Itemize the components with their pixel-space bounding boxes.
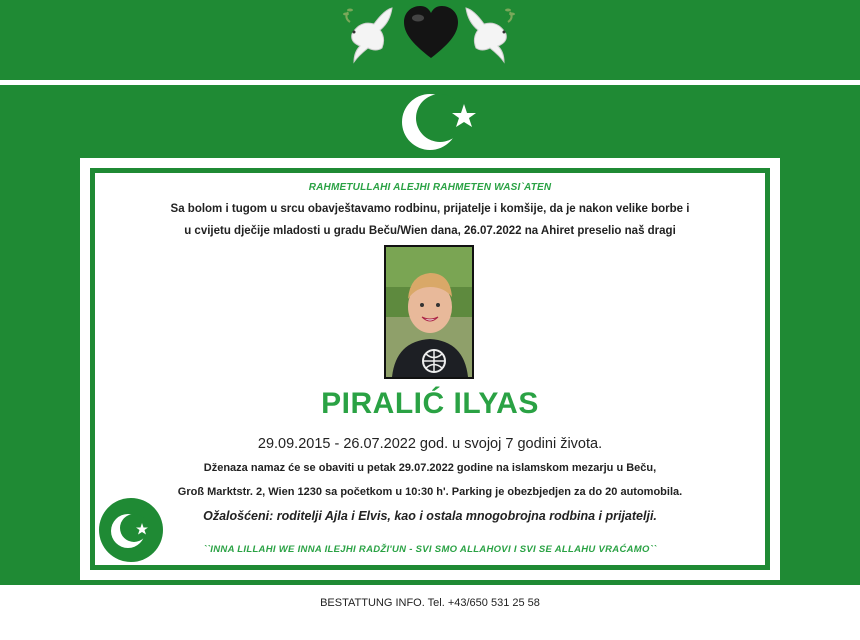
funeral-info-line-1: Dženaza namaz će se obaviti u petak 29.07.2022 godine na islamskom mezarju u Beču, [203, 462, 657, 474]
intro-line-2: u cvijetu dječije mladosti u gradu Beču/Wien dana, 26.07.2022 na Ahiret preselio naš dragi [184, 225, 676, 237]
life-dates: 29.09.2015 - 26.07.2022 god. u svojoj 7 godini života. [257, 436, 603, 452]
crescent-star-icon [398, 88, 484, 158]
funeral-info-line-2: Groß Marktstr. 2, Wien 1230 sa početkom u 10:30 h'. Parking je obezbjedjen za do 20 automobila. [177, 486, 683, 498]
notice-title: RAHMETULLAHI ALEJHI RAHMETEN WASI`ATEN [308, 182, 552, 193]
intro-line-1: Sa bolom i tugom u srcu obavještavamo rodbinu, prijatelje i komšije, da je nakon velike borbe i [170, 203, 690, 215]
closing-quote: ``INNA LILLAHI WE INNA ILEJHI RADŽI'UN - SVI SMO ALLAHOVI I SVI SE ALLAHU VRAĆAMO`` [203, 544, 657, 555]
portrait-illustration [386, 247, 472, 377]
mourners-line: Ožalošćeni: roditelji Ajla i Elvis, kao i ostala mnogobrojna rodbina i prijatelji. [203, 509, 657, 523]
crescent-emblem-icon [98, 497, 164, 563]
black-heart-icon [402, 4, 460, 62]
dove-icon [340, 4, 396, 66]
footer-bar [0, 585, 860, 640]
header-icons [340, 4, 520, 68]
footer-contact: BESTATTUNG INFO. Tel. +43/650 531 25 58 [320, 597, 540, 609]
deceased-name: PIRALIĆ ILYAS [321, 387, 539, 420]
portrait-photo [384, 245, 474, 379]
dove-icon [462, 4, 518, 66]
